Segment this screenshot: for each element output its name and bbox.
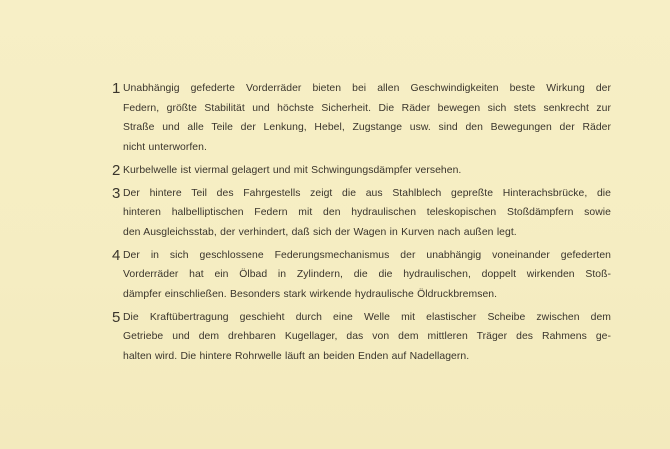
list-item [113, 161, 611, 181]
item-text [123, 161, 611, 181]
text-line: Die Kraftübertragung geschieht durch eine Welle mit elastischer Scheibe zwischen dem [123, 311, 611, 323]
text-line: Kurbelwelle ist viermal gelagert und mit Schwingungsdämpfer versehen. [123, 164, 462, 176]
item-number: 2 [112, 161, 121, 179]
text-line: Getriebe und dem drehbaren Kugellager, das von dem mittleren Träger des Rahmens ge- [123, 331, 611, 343]
item-number: 5 [112, 308, 121, 326]
text-line: Straße und alle Teile der Lenkung, Hebel, Zugstange usw. sind den Bewegungen der Räder [123, 122, 611, 134]
item-number: 1 [112, 80, 121, 97]
text-line: Vorderräder hat ein Ölbad in Zylindern, die die hydraulischen, doppelt wirkenden Stoß- [123, 269, 611, 281]
list-item [113, 308, 611, 367]
list-item [113, 79, 611, 158]
list-item [113, 246, 611, 305]
item-text [123, 184, 611, 243]
item-text [123, 79, 611, 158]
text-line: nicht unterworfen. [123, 142, 207, 154]
item-text [123, 308, 611, 367]
numbered-list [113, 79, 611, 370]
text-line: halten wird. Die hintere Rohrwelle läuft an beiden Enden auf Nadellagern. [123, 351, 470, 363]
text-line: Der in sich geschlossene Federungsmechanismus der unabhängig voneinander gefederten [123, 249, 611, 261]
item-number: 4 [112, 246, 121, 264]
text-line: Federn, größte Stabilität und höchste Sicherheit. Die Räder bewegen sich stets senkrecht zur [123, 102, 611, 114]
item-number: 3 [112, 184, 121, 202]
list-item [113, 184, 611, 243]
text-line: hinteren halbelliptischen Federn mit den hydraulischen teleskopischen Stoßdämpfern sowie [123, 207, 611, 219]
text-line: den Ausgleichsstab, der verhindert, daß sich der Wagen in Kurven nach außen legt. [123, 226, 517, 238]
text-line: Der hintere Teil des Fahrgestells zeigt die aus Stahlblech gepreßte Hinterachsbrücke, die [123, 187, 611, 199]
text-line: Unabhängig gefederte Vorderräder bieten bei allen Geschwindigkeiten beste Wirkung der [123, 83, 611, 94]
item-text [123, 246, 611, 305]
text-line: dämpfer einschließen. Besonders stark wirkende hydraulische Öldruckbremsen. [123, 289, 498, 301]
